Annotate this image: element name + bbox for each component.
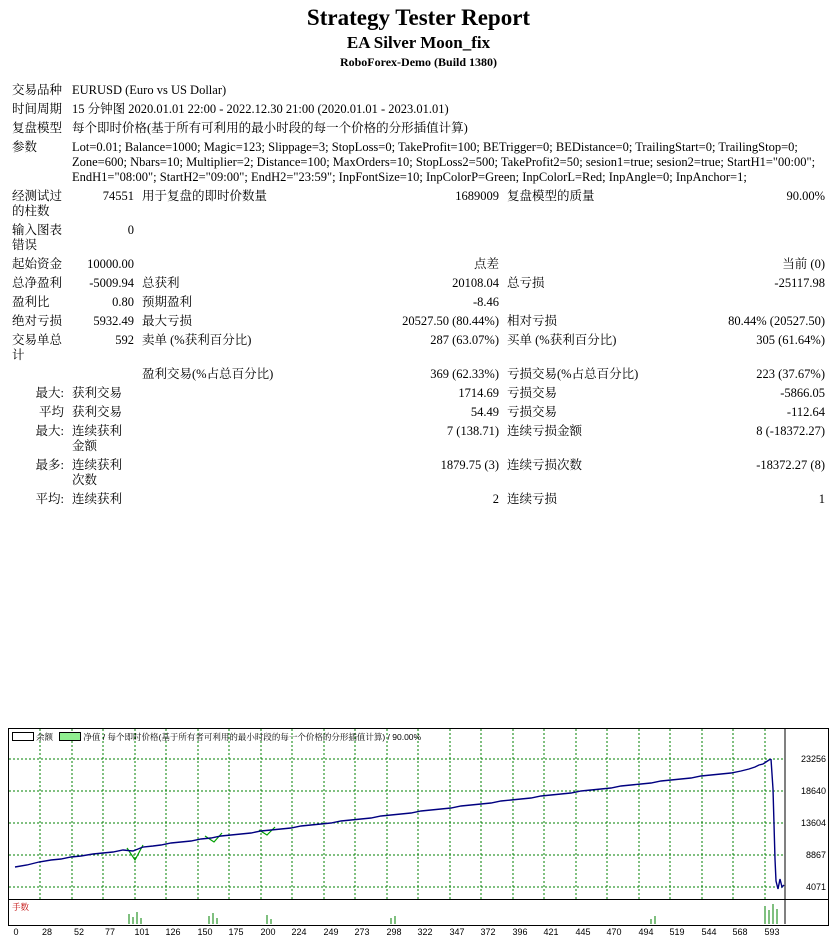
lots-svg bbox=[9, 900, 828, 924]
row-parameters bbox=[8, 138, 829, 187]
loss-trades-value: 223 (37.67%) bbox=[756, 367, 825, 381]
total-trades-label: 交易单总计 bbox=[12, 333, 63, 362]
x-label-7: 175 bbox=[228, 927, 244, 937]
x-label-12: 298 bbox=[386, 927, 402, 937]
loss-trades-label: 亏损交易(%占总百分比) bbox=[507, 367, 639, 381]
bars-label: 经测试过的柱数 bbox=[12, 189, 63, 218]
net-profit-label: 总净盈利 bbox=[12, 276, 63, 290]
row-profit-loss-trades bbox=[8, 365, 829, 384]
row-mismatch bbox=[8, 221, 829, 255]
x-label-2: 52 bbox=[73, 927, 85, 937]
quality-value: 90.00% bbox=[786, 189, 825, 203]
y-label-2: 13604 bbox=[800, 818, 826, 828]
largest-loss-value: -5866.05 bbox=[780, 386, 825, 400]
gross-profit-label: 总获利 bbox=[142, 276, 180, 290]
balance-chart bbox=[8, 728, 829, 937]
row-total-trades bbox=[8, 331, 829, 365]
legend-balance-label: 余额 bbox=[36, 732, 54, 742]
average-label: 平均 bbox=[38, 405, 64, 419]
y-label-4: 4071 bbox=[805, 882, 826, 892]
long-positions-value: 305 (61.64%) bbox=[756, 333, 825, 347]
x-label-6: 150 bbox=[197, 927, 213, 937]
maximal-drawdown-label: 最大亏损 bbox=[142, 314, 193, 328]
largest-profit-label: 获利交易 bbox=[72, 386, 123, 400]
broker-build: RoboForex-Demo (Build 1380) bbox=[339, 55, 498, 69]
max-cons-losses-label: 连续亏损金额 bbox=[507, 424, 583, 438]
report-header bbox=[0, 0, 837, 71]
avg-label: 平均: bbox=[35, 492, 64, 506]
row-most-consecutive bbox=[8, 456, 829, 490]
x-label-15: 372 bbox=[480, 927, 496, 937]
average-profit-label: 获利交易 bbox=[72, 405, 123, 419]
gross-loss-value: -25117.98 bbox=[774, 276, 825, 290]
x-label-14: 347 bbox=[449, 927, 465, 937]
initial-deposit-label: 起始资金 bbox=[12, 257, 63, 271]
x-label-11: 273 bbox=[354, 927, 370, 937]
period-label: 时间周期 bbox=[12, 102, 63, 116]
avg-cons-wins-value: 2 bbox=[492, 492, 499, 506]
page-title: Strategy Tester Report bbox=[306, 5, 531, 30]
row-bars-ticks-quality bbox=[8, 187, 829, 221]
chart-x-axis bbox=[8, 926, 829, 940]
y-label-3: 8867 bbox=[805, 850, 826, 860]
maximal-drawdown-value: 20527.50 (80.44%) bbox=[402, 314, 499, 328]
x-label-22: 544 bbox=[701, 927, 717, 937]
chart-svg bbox=[9, 729, 828, 899]
parameters-value: Lot=0.01; Balance=1000; Magic=123; Slippage=3; StopLoss=0; TakeProfit=100; BETrigger=0; BEDistance=0; TrailingStart=0; TrailingStop=0; Zone=600; Nbars=10; Multiplier=2; Distance=100; MaxOrders=10; StopLoss2=500; TakeProfit2=50; sesion1=true; sesion2=true; StartH1="00:00"; EndH1="08:00"; StartH2="09:00"; EndH2="23:59"; InpFontSize=10; InpColorP=Green; InpColorL=Red; InpAngle=0; InpAnchor=1; bbox=[72, 140, 816, 184]
short-positions-label: 卖单 (%获利百分比) bbox=[142, 333, 252, 347]
chart-plot-area bbox=[8, 728, 829, 900]
mismatch-label: 输入图表错误 bbox=[12, 223, 63, 252]
ticks-value: 1689009 bbox=[455, 189, 499, 203]
long-positions-label: 买单 (%获利百分比) bbox=[507, 333, 617, 347]
avg-cons-losses-value: 1 bbox=[818, 492, 825, 506]
short-positions-value: 287 (63.07%) bbox=[430, 333, 499, 347]
largest-loss-label: 亏损交易 bbox=[507, 386, 558, 400]
ea-name: EA Silver Moon_fix bbox=[346, 33, 491, 52]
net-profit-value: -5009.94 bbox=[89, 276, 134, 290]
maximal-cons-loss-label: 连续亏损次数 bbox=[507, 458, 583, 472]
profit-factor-label: 盈利比 bbox=[12, 295, 50, 309]
x-label-21: 519 bbox=[669, 927, 685, 937]
max-consecutive-label: 最大: bbox=[35, 424, 64, 438]
row-largest bbox=[8, 384, 829, 403]
x-label-8: 200 bbox=[260, 927, 276, 937]
x-label-0: 0 bbox=[13, 927, 19, 937]
balance-swatch-icon bbox=[12, 732, 34, 741]
average-profit-value: 54.49 bbox=[470, 405, 499, 419]
x-label-17: 421 bbox=[543, 927, 559, 937]
maximal-cons-loss-value: -18372.27 (8) bbox=[756, 458, 825, 472]
model-label: 复盘模型 bbox=[12, 121, 63, 135]
x-label-19: 470 bbox=[606, 927, 622, 937]
model-value: 每个即时价格(基于所有可利用的最小时段的每一个价格的分形插值计算) bbox=[72, 121, 468, 135]
row-avg-consecutive bbox=[8, 490, 829, 509]
profit-trades-label: 盈利交易(%占总百分比) bbox=[142, 367, 274, 381]
x-label-23: 568 bbox=[732, 927, 748, 937]
x-label-9: 224 bbox=[291, 927, 307, 937]
row-net-profit bbox=[8, 274, 829, 293]
row-model bbox=[8, 119, 829, 138]
avg-cons-wins-label: 连续获利 bbox=[72, 492, 123, 506]
absolute-drawdown-label: 绝对亏损 bbox=[12, 314, 63, 328]
expected-payoff-label: 预期盈利 bbox=[142, 295, 193, 309]
x-label-10: 249 bbox=[323, 927, 339, 937]
ticks-label: 用于复盘的即时价数量 bbox=[142, 189, 268, 203]
x-label-3: 77 bbox=[104, 927, 116, 937]
average-loss-label: 亏损交易 bbox=[507, 405, 558, 419]
chart-y-axis bbox=[782, 729, 826, 899]
spread-value: 当前 (0) bbox=[782, 257, 825, 271]
maximal-cons-profit-value: 1879.75 (3) bbox=[440, 458, 499, 472]
absolute-drawdown-value: 5932.49 bbox=[93, 314, 134, 328]
most-label: 最多: bbox=[35, 458, 64, 472]
equity-swatch-icon bbox=[59, 732, 81, 741]
symbol-value: EURUSD (Euro vs US Dollar) bbox=[72, 83, 227, 97]
x-label-16: 396 bbox=[512, 927, 528, 937]
symbol-label: 交易品种 bbox=[12, 83, 63, 97]
report-table bbox=[8, 81, 829, 509]
row-average bbox=[8, 403, 829, 422]
max-cons-losses-value: 8 (-18372.27) bbox=[756, 424, 825, 438]
row-symbol bbox=[8, 81, 829, 100]
row-initial-deposit bbox=[8, 255, 829, 274]
maximal-cons-profit-label: 连续获利次数 bbox=[72, 458, 123, 487]
parameters-label: 参数 bbox=[12, 140, 38, 154]
row-drawdown bbox=[8, 312, 829, 331]
row-profit-factor bbox=[8, 293, 829, 312]
y-label-1: 18640 bbox=[800, 786, 826, 796]
x-label-13: 322 bbox=[417, 927, 433, 937]
legend-model-label: / 每个即时价格(基于所有者可利用的最小时段的每一个价格的分形插值计算) / 90.00% bbox=[102, 732, 422, 742]
x-label-24: 593 bbox=[764, 927, 780, 937]
x-label-1: 28 bbox=[41, 927, 53, 937]
largest-label: 最大: bbox=[35, 386, 64, 400]
x-label-18: 445 bbox=[575, 927, 591, 937]
relative-drawdown-value: 80.44% (20527.50) bbox=[728, 314, 825, 328]
period-value: 15 分钟图 2020.01.01 22:00 - 2022.12.30 21:00 (2020.01.01 - 2023.01.01) bbox=[72, 102, 449, 116]
gross-profit-value: 20108.04 bbox=[452, 276, 499, 290]
spread-label: 点差 bbox=[473, 257, 499, 271]
initial-deposit-value: 10000.00 bbox=[87, 257, 134, 271]
relative-drawdown-label: 相对亏损 bbox=[507, 314, 558, 328]
row-max-consecutive bbox=[8, 422, 829, 456]
max-cons-wins-label: 连续获利金额 bbox=[72, 424, 123, 453]
largest-profit-value: 1714.69 bbox=[458, 386, 499, 400]
max-cons-wins-value: 7 (138.71) bbox=[446, 424, 499, 438]
x-label-20: 494 bbox=[638, 927, 654, 937]
profit-factor-value: 0.80 bbox=[112, 295, 134, 309]
gross-loss-label: 总亏损 bbox=[507, 276, 545, 290]
lots-panel bbox=[8, 900, 829, 926]
profit-trades-value: 369 (62.33%) bbox=[430, 367, 499, 381]
bars-value: 74551 bbox=[102, 189, 134, 203]
total-trades-value: 592 bbox=[115, 333, 134, 347]
average-loss-value: -112.64 bbox=[786, 405, 825, 419]
row-period bbox=[8, 100, 829, 119]
mismatch-value: 0 bbox=[127, 223, 134, 237]
chart-legend bbox=[12, 731, 421, 743]
y-label-0: 23256 bbox=[800, 754, 826, 764]
x-label-4: 101 bbox=[134, 927, 150, 937]
lots-label: 手数 bbox=[12, 902, 30, 912]
legend-equity-label: 净值 bbox=[83, 732, 101, 742]
avg-cons-losses-label: 连续亏损 bbox=[507, 492, 558, 506]
x-label-5: 126 bbox=[165, 927, 181, 937]
expected-payoff-value: -8.46 bbox=[472, 295, 499, 309]
quality-label: 复盘模型的质量 bbox=[507, 189, 595, 203]
